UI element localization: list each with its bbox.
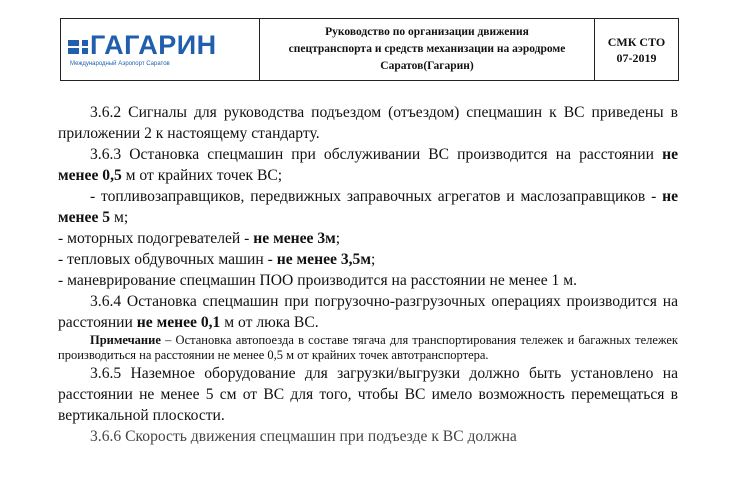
- logo-mark-icon: [68, 37, 88, 55]
- section-3-6-4: [58, 291, 678, 333]
- logo-cell: [61, 19, 260, 80]
- section-3-6-3-bold: не менее 0,5: [58, 146, 678, 184]
- document-title-line2: спецтранспорта и средств механизации на аэродроме: [288, 43, 566, 55]
- section-3-6-3-post: м от крайних точек ВС;: [121, 167, 283, 184]
- list-item-blowers: [58, 249, 678, 270]
- list-item-heaters: [58, 228, 678, 249]
- list-item-pre: - маневрирование спецмашин ПОО производится на расстоянии не менее 1 м.: [58, 272, 577, 289]
- list-item-bold: не менее 5: [58, 188, 678, 226]
- list-item-maneuvering: [58, 270, 678, 291]
- list-item-fuel: [58, 186, 678, 228]
- document-code-line2: 07-2019: [616, 50, 657, 65]
- section-3-6-4-bold: не менее 0,1: [136, 314, 221, 331]
- list-item-pre: - моторных подогревателей -: [58, 230, 254, 247]
- note: [58, 333, 678, 363]
- section-3-6-4-post: м от люка ВС.: [220, 314, 319, 331]
- list-item-bold: не менее 3,5м: [276, 251, 371, 268]
- airport-logo: [68, 32, 217, 59]
- list-item-pre: - тепловых обдувочных машин -: [58, 251, 277, 268]
- section-3-6-4-pre: 3.6.4 Остановка спецмашин при погрузочно-разгрузочных операциях производится на расстоянии: [58, 293, 678, 331]
- document-code-cell: [595, 19, 678, 80]
- list-item-pre: - топливозаправщиков, передвижных заправочных агрегатов и маслозаправщиков -: [90, 188, 663, 205]
- list-item-post: ;: [370, 251, 376, 268]
- document-title-cell: [260, 19, 595, 80]
- section-3-6-2: 3.6.2 Сигналы для руководства подъездом (отъездом) спецмашин к ВС приведены в приложении 2 к настоящему стандарту.: [58, 104, 678, 142]
- document-code-line1: СМК СТО: [607, 34, 666, 49]
- document-title-line3: Саратов(Гагарин): [380, 60, 474, 72]
- note-text: – Остановка автопоезда в составе тягача для транспортирования тележек и багажных тележек производиться на расстоянии не менее 0,5 м от крайних точек автотранспортера.: [58, 333, 678, 362]
- note-label: Примечание: [90, 333, 161, 347]
- section-3-6-6-partial: 3.6.6 Скорость движения спецмашин при подъезде к ВС должна: [90, 428, 517, 445]
- section-3-6-3: [58, 144, 678, 186]
- document-title-line1: Руководство по организации движения: [325, 26, 529, 38]
- document-header: [60, 18, 679, 81]
- logo-text: ГАГАРИН: [90, 30, 217, 60]
- list-item-bold: не менее 3м: [253, 230, 336, 247]
- list-item-post: м;: [110, 209, 129, 226]
- section-3-6-5: 3.6.5 Наземное оборудование для загрузки/выгрузки должно быть установлено на расстоянии не менее 5 см от ВС для того, чтобы ВС имело возможность перемещаться в вертикальной плоскости.: [58, 365, 678, 424]
- document-body: [58, 102, 678, 447]
- section-3-6-3-pre: 3.6.3 Остановка спецмашин при обслуживании ВС производится на расстоянии: [90, 146, 663, 163]
- logo-subtitle: Международный Аэропорт Саратов: [70, 61, 170, 67]
- list-item-post: ;: [335, 230, 341, 247]
